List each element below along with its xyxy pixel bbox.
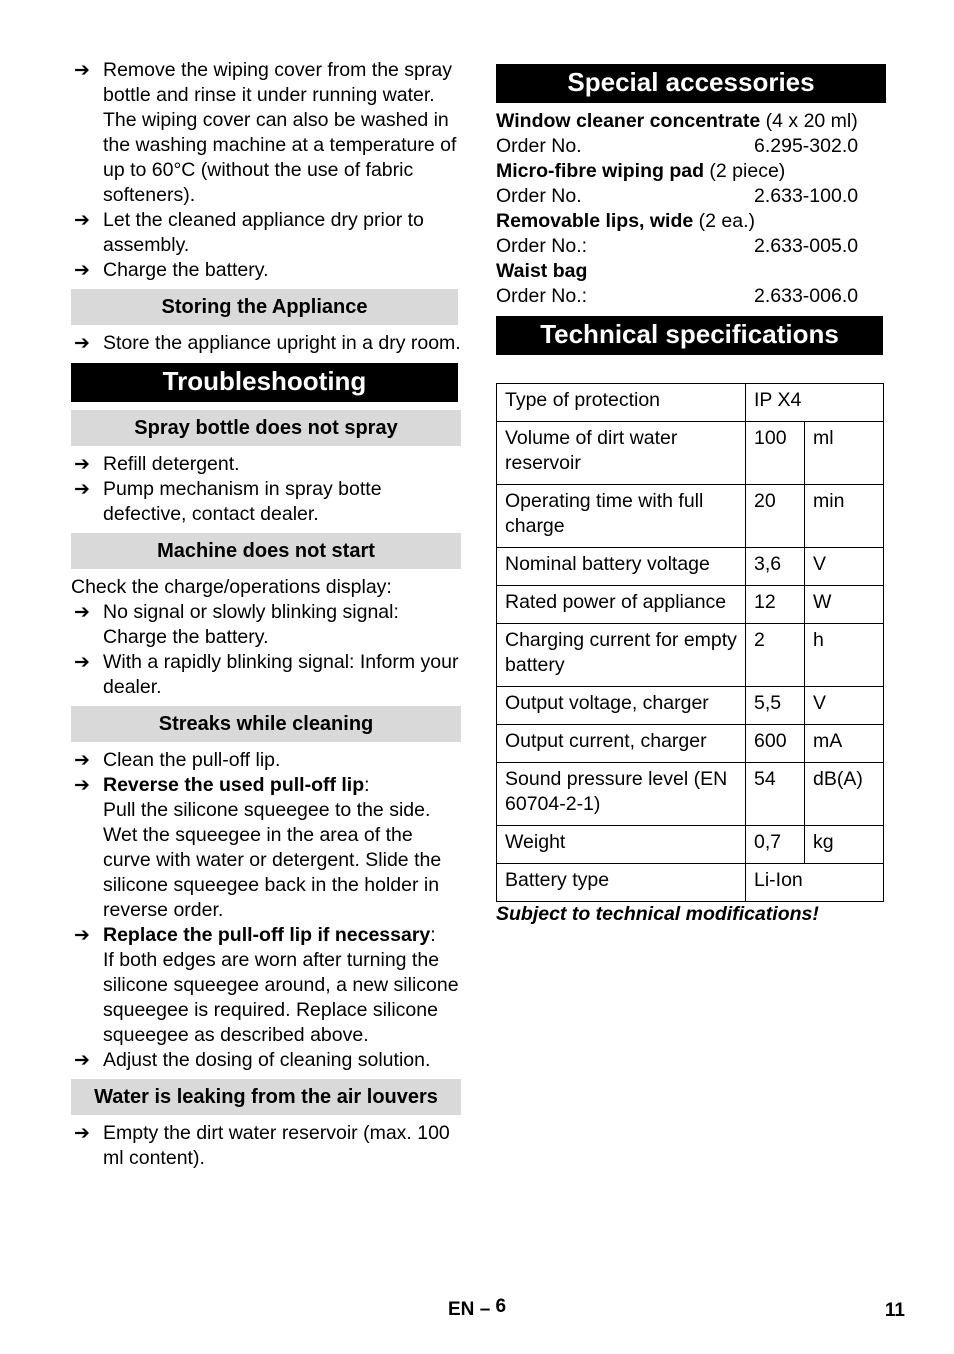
spec-unit: W — [805, 586, 884, 624]
modifications-note: Subject to technical modifications! — [496, 903, 819, 925]
section-heading-storing: Storing the Appliance — [71, 289, 458, 325]
table-row — [497, 422, 884, 485]
arrow-icon: ➔ — [74, 1123, 90, 1144]
section-heading-streaks: Streaks while cleaning — [71, 706, 461, 742]
list-item: ➔ Refill detergent. — [74, 453, 240, 475]
spec-value: 54 — [746, 763, 805, 826]
accessory-item: Micro-fibre wiping pad (2 piece) Order No. 2.633-100.0 — [496, 160, 859, 207]
machine-intro: Check the charge/operations display: — [71, 576, 392, 598]
spec-value: 100 — [746, 422, 805, 485]
list-item: ➔ No signal or slowly blinking signal: Charge the battery. — [74, 601, 399, 648]
spec-unit: h — [805, 624, 884, 687]
section-heading-accessories: Special accessories — [496, 64, 886, 103]
spec-unit: V — [805, 687, 884, 725]
spec-label: Volume of dirt water reservoir — [497, 422, 746, 485]
list-item: ➔ Pump mechanism in spray botte defective, contact dealer. — [74, 478, 382, 525]
section-heading-technical: Technical specifications — [496, 316, 883, 355]
arrow-icon: ➔ — [74, 454, 90, 475]
table-row — [497, 624, 884, 687]
table-row — [497, 586, 884, 624]
section-heading-troubleshooting: Troubleshooting — [71, 363, 458, 402]
spec-label: Charging current for empty battery — [497, 624, 746, 687]
arrow-icon: ➔ — [74, 602, 90, 623]
list-item: ➔ With a rapidly blinking signal: Inform your dealer. — [74, 651, 459, 698]
arrow-icon: ➔ — [74, 60, 90, 81]
footer-subpage: 6 — [495, 1296, 507, 1317]
spec-table — [496, 383, 884, 902]
spec-label: Nominal battery voltage — [497, 548, 746, 586]
right-column — [496, 64, 886, 927]
spec-unit: mA — [805, 725, 884, 763]
spec-label: Operating time with full charge — [497, 485, 746, 548]
section-heading-water: Water is leaking from the air louvers — [71, 1079, 461, 1115]
spec-unit: min — [805, 485, 884, 548]
accessory-item: Window cleaner concentrate (4 x 20 ml) Order No. 6.295-302.0 — [496, 110, 859, 157]
spec-value: 5,5 — [746, 687, 805, 725]
list-item: ➔ Let the cleaned appliance dry prior to assembly. — [74, 209, 424, 256]
spec-value: 0,7 — [746, 826, 805, 864]
arrow-icon: ➔ — [74, 750, 90, 771]
table-row — [497, 763, 884, 826]
spec-value: IP X4 — [746, 384, 884, 422]
accessory-item: Removable lips, wide (2 ea.) Order No.: 2.633-005.0 — [496, 210, 859, 257]
spec-unit: ml — [805, 422, 884, 485]
spec-value: 600 — [746, 725, 805, 763]
spec-label: Output current, charger — [497, 725, 746, 763]
list-item: ➔ Reverse the used pull-off lip: Pull the silicone squeegee to the side. Wet the squeegee in the area of the curve with water or detergent. Slide the silicone squeegee back in the holder in reverse order. — [74, 774, 442, 921]
order-number: 2.633-005.0 — [754, 235, 859, 257]
table-row — [497, 384, 884, 422]
spec-label: Output voltage, charger — [497, 687, 746, 725]
spec-value: 20 — [746, 485, 805, 548]
spec-unit: V — [805, 548, 884, 586]
list-item: ➔ Clean the pull-off lip. — [74, 749, 281, 771]
spec-unit: dB(A) — [805, 763, 884, 826]
list-item: ➔ Store the appliance upright in a dry room. — [74, 332, 461, 354]
arrow-icon: ➔ — [74, 479, 90, 500]
footer-language: EN – 6 — [448, 1296, 507, 1320]
arrow-icon: ➔ — [74, 1050, 90, 1071]
spec-label: Rated power of appliance — [497, 586, 746, 624]
spec-unit: kg — [805, 826, 884, 864]
order-number: 6.295-302.0 — [754, 135, 859, 157]
table-row — [497, 725, 884, 763]
page-number: 11 — [884, 1300, 905, 1321]
list-item: ➔ Empty the dirt water reservoir (max. 100 ml content). — [74, 1122, 450, 1169]
spec-label: Type of protection — [497, 384, 746, 422]
left-column — [71, 58, 461, 1171]
arrow-icon: ➔ — [74, 775, 90, 796]
arrow-icon: ➔ — [74, 260, 90, 281]
spec-value: Li-Ion — [746, 864, 884, 902]
order-number: 2.633-006.0 — [754, 285, 859, 307]
spec-value: 2 — [746, 624, 805, 687]
section-heading-machine: Machine does not start — [71, 533, 461, 569]
section-heading-spray: Spray bottle does not spray — [71, 410, 461, 446]
table-row — [497, 826, 884, 864]
spec-value: 12 — [746, 586, 805, 624]
order-number: 2.633-100.0 — [754, 185, 859, 207]
table-row — [497, 485, 884, 548]
list-item: ➔ Adjust the dosing of cleaning solution. — [74, 1049, 431, 1071]
arrow-icon: ➔ — [74, 652, 90, 673]
accessory-item: Waist bag Order No.: 2.633-006.0 — [496, 260, 859, 307]
list-item: ➔ Replace the pull-off lip if necessary: If both edges are worn after turning the silicone squeegee around, a new silicone squeegee is required. Replace silicone squeegee as described above. — [74, 924, 459, 1046]
list-item: ➔ Remove the wiping cover from the spray bottle and rinse it under running water. The wiping cover can also be washed in the washing machine at a temperature of up to 60°C (without the use of fabric softeners). — [74, 59, 457, 206]
arrow-icon: ➔ — [74, 925, 90, 946]
spec-label: Battery type — [497, 864, 746, 902]
table-row — [497, 548, 884, 586]
spec-value: 3,6 — [746, 548, 805, 586]
table-row — [497, 864, 884, 902]
arrow-icon: ➔ — [74, 333, 90, 354]
list-item: ➔ Charge the battery. — [74, 259, 269, 281]
spec-label: Weight — [497, 826, 746, 864]
table-row — [497, 687, 884, 725]
spec-label: Sound pressure level (EN 60704-2-1) — [497, 763, 746, 826]
arrow-icon: ➔ — [74, 210, 90, 231]
